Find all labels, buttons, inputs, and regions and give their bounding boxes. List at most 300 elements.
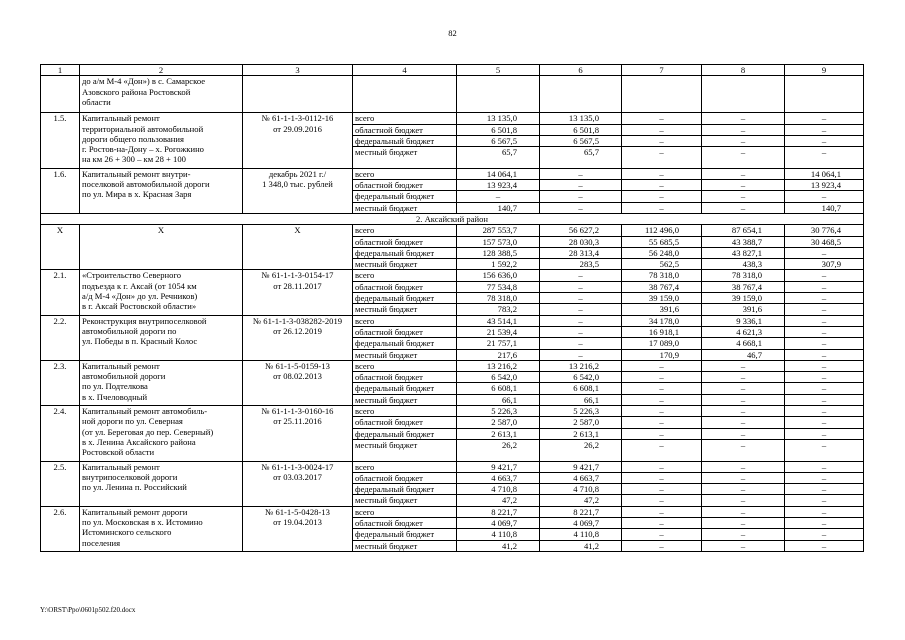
budget-type-cell: местный бюджет	[353, 259, 457, 270]
header-cell: 7	[622, 65, 702, 76]
value-cell: 9 421,7	[457, 461, 540, 472]
value-cell: –	[702, 394, 785, 405]
value-cell: –	[540, 180, 622, 191]
budget-type-cell: федеральный бюджет	[353, 428, 457, 439]
value-cell: –	[540, 281, 622, 292]
name-line: Капитальный ремонт	[82, 113, 160, 124]
budget-type-cell: всего	[353, 315, 457, 326]
value-cell: –	[785, 406, 864, 417]
name-line: ул. Победы в п. Красный Колос	[82, 336, 198, 347]
value-cell: –	[702, 180, 785, 191]
value-cell: –	[785, 461, 864, 472]
budget-type-cell: федеральный бюджет	[353, 484, 457, 495]
value-cell: 1 592,2	[457, 259, 540, 270]
value-cell: –	[785, 417, 864, 428]
value-cell: –	[702, 517, 785, 528]
value-cell: 217,6	[457, 349, 540, 360]
name-line: области	[82, 96, 111, 107]
value-cell: –	[702, 113, 785, 124]
value-cell: –	[540, 315, 622, 326]
value-cell: 13 923,4	[457, 180, 540, 191]
value-cell: 307,9	[785, 259, 864, 270]
value-cell: –	[622, 472, 702, 483]
document-line: № 61-1-5-0428-13	[265, 506, 330, 517]
x-marker-cell: Х	[41, 225, 80, 270]
section-title: 2. Аксайский район	[41, 213, 864, 224]
value-cell: –	[540, 326, 622, 337]
value-cell: 46,7	[702, 349, 785, 360]
project-name-cell	[80, 168, 243, 213]
budget-type-cell: областной бюджет	[353, 236, 457, 247]
footer-file-path: Y:\ORST\Ppo\0601p502.f20.docx	[40, 606, 136, 614]
document-cell	[243, 360, 353, 405]
value-cell: 6 501,8	[457, 124, 540, 135]
value-cell: 4 069,7	[540, 517, 622, 528]
name-line: до а/м М-4 «Дон») в с. Самарское	[82, 76, 206, 87]
value-cell: 66,1	[540, 394, 622, 405]
name-line: Ростовской области	[82, 447, 155, 458]
name-line: ной дороги по ул. Северная	[82, 416, 183, 427]
value-cell: –	[785, 124, 864, 135]
budget-type-cell: всего	[353, 113, 457, 124]
budget-type-cell: всего	[353, 360, 457, 371]
value-cell: 8 221,7	[540, 506, 622, 517]
value-cell: 78 318,0	[457, 293, 540, 304]
value-cell: 438,3	[702, 259, 785, 270]
budget-type-cell: областной бюджет	[353, 124, 457, 135]
value-cell: 14 064,1	[457, 168, 540, 179]
value-cell: –	[702, 360, 785, 371]
value-cell: 156 636,0	[457, 270, 540, 281]
table-row	[41, 406, 864, 417]
project-name-cell	[80, 315, 243, 360]
value-cell: 6 608,1	[457, 383, 540, 394]
name-line: в г. Аксай Ростовской области»	[82, 301, 197, 312]
budget-type-cell: местный бюджет	[353, 495, 457, 506]
project-name-cell	[80, 506, 243, 551]
document-line: № 61-1-1-3-0112-16	[261, 113, 334, 124]
name-line: Капитальный ремонт	[82, 360, 160, 371]
value-cell: –	[457, 191, 540, 202]
header-cell: 9	[785, 65, 864, 76]
value-cell: 65,7	[540, 147, 622, 169]
value-cell: 14 064,1	[785, 168, 864, 179]
value-cell: 4 110,8	[457, 529, 540, 540]
value-cell: –	[785, 372, 864, 383]
budget-type-cell: областной бюджет	[353, 326, 457, 337]
project-name-cell	[80, 461, 243, 506]
value-cell: –	[785, 394, 864, 405]
value-cell: –	[785, 349, 864, 360]
value-cell: –	[540, 191, 622, 202]
name-line: Истоминского сельского	[82, 527, 172, 538]
value-cell: 41,2	[457, 540, 540, 551]
value-cell: 47,2	[540, 495, 622, 506]
value-cell: 9 421,7	[540, 461, 622, 472]
value-cell: –	[622, 124, 702, 135]
value-cell	[622, 76, 702, 113]
value-cell: –	[540, 168, 622, 179]
value-cell: –	[622, 428, 702, 439]
page-number: 82	[448, 28, 457, 38]
value-cell: 6 501,8	[540, 124, 622, 135]
value-cell: –	[702, 506, 785, 517]
value-cell: –	[702, 168, 785, 179]
name-line: по ул. Ленина п. Российский	[82, 482, 187, 493]
value-cell: –	[785, 338, 864, 349]
value-cell: 41,2	[540, 540, 622, 551]
value-cell: –	[622, 191, 702, 202]
value-cell: 55 685,5	[622, 236, 702, 247]
value-cell: 21 757,1	[457, 338, 540, 349]
value-cell: 13 216,2	[540, 360, 622, 371]
value-cell: –	[785, 247, 864, 258]
document-line: № 61-1-1-3-0024-17	[261, 461, 334, 472]
name-line: поселения	[82, 537, 121, 548]
value-cell: 43 827,1	[702, 247, 785, 258]
value-cell: –	[785, 147, 864, 169]
project-name-cell	[80, 270, 243, 315]
header-cell: 4	[353, 65, 457, 76]
value-cell: –	[702, 406, 785, 417]
value-cell: –	[785, 304, 864, 315]
table-body	[41, 65, 864, 552]
value-cell: 4 710,8	[457, 484, 540, 495]
value-cell: 170,9	[622, 349, 702, 360]
value-cell: –	[785, 529, 864, 540]
budget-type-cell: местный бюджет	[353, 202, 457, 213]
value-cell: –	[785, 484, 864, 495]
value-cell: 4 710,8	[540, 484, 622, 495]
value-cell: 4 663,7	[457, 472, 540, 483]
name-line: на км 26 + 300 – км 28 + 100	[82, 154, 186, 165]
document-line: от 28.11.2017	[273, 280, 322, 291]
budget-type-cell: федеральный бюджет	[353, 383, 457, 394]
table-row	[41, 270, 864, 281]
x-marker-cell: Х	[80, 225, 243, 270]
budget-type-cell: областной бюджет	[353, 417, 457, 428]
value-cell: –	[785, 495, 864, 506]
table-row	[41, 113, 864, 124]
value-cell: 38 767,4	[622, 281, 702, 292]
value-cell: 78 318,0	[622, 270, 702, 281]
value-cell: 43 514,1	[457, 315, 540, 326]
value-cell: –	[540, 304, 622, 315]
header-cell: 5	[457, 65, 540, 76]
document-line: от 25.11.2016	[273, 416, 322, 427]
value-cell: 13 135,0	[457, 113, 540, 124]
header-cell: 6	[540, 65, 622, 76]
value-cell: –	[702, 529, 785, 540]
value-cell: –	[622, 517, 702, 528]
name-line: Капитальный ремонт	[82, 461, 160, 472]
document-line: от 29.09.2016	[273, 123, 322, 134]
value-cell: 112 496,0	[622, 225, 702, 236]
value-cell: 39 159,0	[702, 293, 785, 304]
value-cell: 2 613,1	[457, 428, 540, 439]
x-marker-cell: Х	[243, 225, 353, 270]
budget-type-cell: федеральный бюджет	[353, 247, 457, 258]
budget-type-cell: областной бюджет	[353, 281, 457, 292]
value-cell: 26,2	[540, 439, 622, 461]
budget-type-cell: федеральный бюджет	[353, 135, 457, 146]
document-line: от 08.02.2013	[273, 371, 322, 382]
value-cell: –	[622, 417, 702, 428]
value-cell: 6 567,5	[457, 135, 540, 146]
budget-type-cell: местный бюджет	[353, 540, 457, 551]
header-cell: 1	[41, 65, 80, 76]
document-line: 1 348,0 тыс. рублей	[262, 179, 333, 190]
value-cell: –	[622, 168, 702, 179]
value-cell: –	[622, 180, 702, 191]
name-line: внутрипоселковой дороги	[82, 471, 178, 482]
value-cell: –	[702, 472, 785, 483]
value-cell: 5 226,3	[540, 406, 622, 417]
budget-table	[40, 64, 864, 552]
continuation-row	[41, 76, 864, 113]
document-cell	[243, 168, 353, 213]
value-cell: 13 923,4	[785, 180, 864, 191]
document-cell	[243, 315, 353, 360]
value-cell: –	[785, 428, 864, 439]
value-cell: 287 553,7	[457, 225, 540, 236]
budget-type-cell: всего	[353, 461, 457, 472]
project-name-cell	[80, 406, 243, 461]
value-cell: –	[622, 506, 702, 517]
project-name-cell	[80, 76, 243, 113]
name-line: дороги общего пользования	[82, 133, 184, 144]
value-cell: –	[622, 484, 702, 495]
value-cell: –	[785, 315, 864, 326]
document-line: № 61-1-1-3-038282-2019	[252, 315, 343, 326]
value-cell: 87 654,1	[702, 225, 785, 236]
name-line: Азовского района Ростовской	[82, 86, 191, 97]
name-line: Капитальный ремонт внутри-	[82, 168, 191, 179]
value-cell: 2 587,0	[457, 417, 540, 428]
name-line: г. Ростов-на-Дону – х. Рогожкино	[82, 144, 204, 155]
header-cell: 3	[243, 65, 353, 76]
value-cell	[457, 76, 540, 113]
document-cell	[243, 76, 353, 113]
value-cell: –	[785, 135, 864, 146]
budget-type-cell: федеральный бюджет	[353, 529, 457, 540]
header-cell: 8	[702, 65, 785, 76]
table-row	[41, 315, 864, 326]
value-cell: –	[785, 281, 864, 292]
value-cell: 17 089,0	[622, 338, 702, 349]
value-cell: 65,7	[457, 147, 540, 169]
value-cell: –	[785, 360, 864, 371]
value-cell: 56 248,0	[622, 247, 702, 258]
value-cell: 66,1	[457, 394, 540, 405]
budget-type-cell: федеральный бюджет	[353, 293, 457, 304]
value-cell: 2 613,1	[540, 428, 622, 439]
value-cell: –	[785, 540, 864, 551]
value-cell: –	[540, 293, 622, 304]
table-row	[41, 168, 864, 179]
value-cell: 9 336,1	[702, 315, 785, 326]
budget-type-cell: местный бюджет	[353, 394, 457, 405]
name-line: по ул. Мира в х. Красная Заря	[82, 189, 192, 200]
budget-cell	[353, 76, 457, 113]
value-cell: –	[785, 270, 864, 281]
value-cell: –	[785, 293, 864, 304]
header-row	[41, 65, 864, 76]
value-cell	[540, 76, 622, 113]
project-name-cell	[80, 360, 243, 405]
value-cell: –	[540, 270, 622, 281]
table-row	[41, 360, 864, 371]
value-cell: –	[622, 383, 702, 394]
value-cell: 34 178,0	[622, 315, 702, 326]
value-cell: –	[702, 461, 785, 472]
value-cell: –	[785, 506, 864, 517]
value-cell: –	[785, 517, 864, 528]
document-cell	[243, 506, 353, 551]
value-cell: 43 388,7	[702, 236, 785, 247]
name-line: в х. Ленина Аксайского района	[82, 436, 196, 447]
value-cell: 128 388,5	[457, 247, 540, 258]
value-cell: –	[622, 113, 702, 124]
value-cell: 140,7	[457, 202, 540, 213]
value-cell: –	[540, 202, 622, 213]
value-cell: –	[785, 326, 864, 337]
document-cell	[243, 406, 353, 461]
budget-type-cell: местный бюджет	[353, 349, 457, 360]
value-cell: 2 587,0	[540, 417, 622, 428]
document-line: № 61-1-1-3-0154-17	[261, 270, 334, 281]
value-cell: –	[702, 372, 785, 383]
section-title-row	[41, 213, 864, 224]
value-cell: 13 135,0	[540, 113, 622, 124]
budget-type-cell: федеральный бюджет	[353, 191, 457, 202]
value-cell: –	[702, 428, 785, 439]
value-cell: 39 159,0	[622, 293, 702, 304]
name-line: «Строительство Северного	[82, 270, 182, 281]
value-cell: –	[702, 484, 785, 495]
project-name-cell	[80, 113, 243, 168]
row-number-cell: 2.6.	[41, 506, 80, 551]
name-line: по ул. Московская в х. Истомино	[82, 516, 203, 527]
document-line: № 61-1-5-0159-13	[265, 360, 330, 371]
value-cell: –	[622, 135, 702, 146]
value-cell: –	[622, 147, 702, 169]
value-cell: 13 216,2	[457, 360, 540, 371]
value-cell: 30 776,4	[785, 225, 864, 236]
value-cell	[702, 76, 785, 113]
value-cell: –	[702, 147, 785, 169]
value-cell: 283,5	[540, 259, 622, 270]
value-cell: 28 313,4	[540, 247, 622, 258]
value-cell: –	[622, 202, 702, 213]
value-cell: –	[702, 417, 785, 428]
value-cell: –	[702, 540, 785, 551]
name-line: поселковой автомобильной дороги	[82, 179, 210, 190]
value-cell: –	[702, 439, 785, 461]
name-line: Капитальный ремонт дороги	[82, 506, 188, 517]
row-number-cell: 2.2.	[41, 315, 80, 360]
name-line: территориальной автомобильной	[82, 123, 204, 134]
value-cell: –	[702, 202, 785, 213]
value-cell: –	[622, 461, 702, 472]
budget-type-cell: всего	[353, 225, 457, 236]
value-cell: –	[622, 439, 702, 461]
name-line: а/д М-4 «Дон» до ул. Речников)	[82, 291, 198, 302]
value-cell: 391,6	[702, 304, 785, 315]
budget-type-cell: областной бюджет	[353, 472, 457, 483]
document-cell	[243, 270, 353, 315]
value-cell: –	[702, 495, 785, 506]
value-cell: 6 542,0	[540, 372, 622, 383]
header-cell: 2	[80, 65, 243, 76]
name-line: автомобильной дороги	[82, 371, 166, 382]
value-cell: –	[622, 529, 702, 540]
value-cell: 6 567,5	[540, 135, 622, 146]
document-cell	[243, 113, 353, 168]
name-line: автомобильной дороги по	[82, 325, 177, 336]
value-cell: 21 539,4	[457, 326, 540, 337]
name-line: по ул. Подтелкова	[82, 381, 148, 392]
row-number-cell: 2.1.	[41, 270, 80, 315]
value-cell: –	[785, 439, 864, 461]
value-cell: 56 627,2	[540, 225, 622, 236]
budget-type-cell: местный бюджет	[353, 439, 457, 461]
budget-type-cell: областной бюджет	[353, 517, 457, 528]
budget-type-cell: всего	[353, 270, 457, 281]
value-cell: 562,5	[622, 259, 702, 270]
value-cell: 783,2	[457, 304, 540, 315]
document-cell	[243, 461, 353, 506]
value-cell: –	[622, 406, 702, 417]
name-line: Реконструкция внутрипоселковой	[82, 315, 207, 326]
value-cell: –	[622, 495, 702, 506]
row-number-cell: 2.5.	[41, 461, 80, 506]
value-cell: 47,2	[457, 495, 540, 506]
row-number-cell: 2.4.	[41, 406, 80, 461]
row-number-cell: 1.6.	[41, 168, 80, 213]
value-cell	[785, 76, 864, 113]
table-row	[41, 506, 864, 517]
value-cell: –	[540, 338, 622, 349]
value-cell: 5 226,3	[457, 406, 540, 417]
value-cell: 157 573,0	[457, 236, 540, 247]
budget-type-cell: всего	[353, 406, 457, 417]
budget-type-cell: федеральный бюджет	[353, 338, 457, 349]
value-cell: 4 069,7	[457, 517, 540, 528]
value-cell: 38 767,4	[702, 281, 785, 292]
budget-type-cell: местный бюджет	[353, 304, 457, 315]
value-cell: 6 542,0	[457, 372, 540, 383]
value-cell: 4 110,8	[540, 529, 622, 540]
value-cell: –	[702, 383, 785, 394]
value-cell: 391,6	[622, 304, 702, 315]
value-cell: 30 468,5	[785, 236, 864, 247]
value-cell: –	[622, 540, 702, 551]
value-cell: 140,7	[785, 202, 864, 213]
value-cell: –	[785, 472, 864, 483]
value-cell: –	[622, 394, 702, 405]
value-cell: 78 318,0	[702, 270, 785, 281]
value-cell: 4 621,3	[702, 326, 785, 337]
value-cell: 6 608,1	[540, 383, 622, 394]
document-line: декабрь 2021 г./	[268, 168, 327, 179]
document-line: от 26.12.2019	[273, 325, 322, 336]
row-number-cell	[41, 76, 80, 113]
name-line: в х. Пчеловодный	[82, 391, 148, 402]
budget-type-cell: областной бюджет	[353, 372, 457, 383]
document-line: от 03.03.2017	[273, 471, 322, 482]
value-cell: –	[702, 135, 785, 146]
